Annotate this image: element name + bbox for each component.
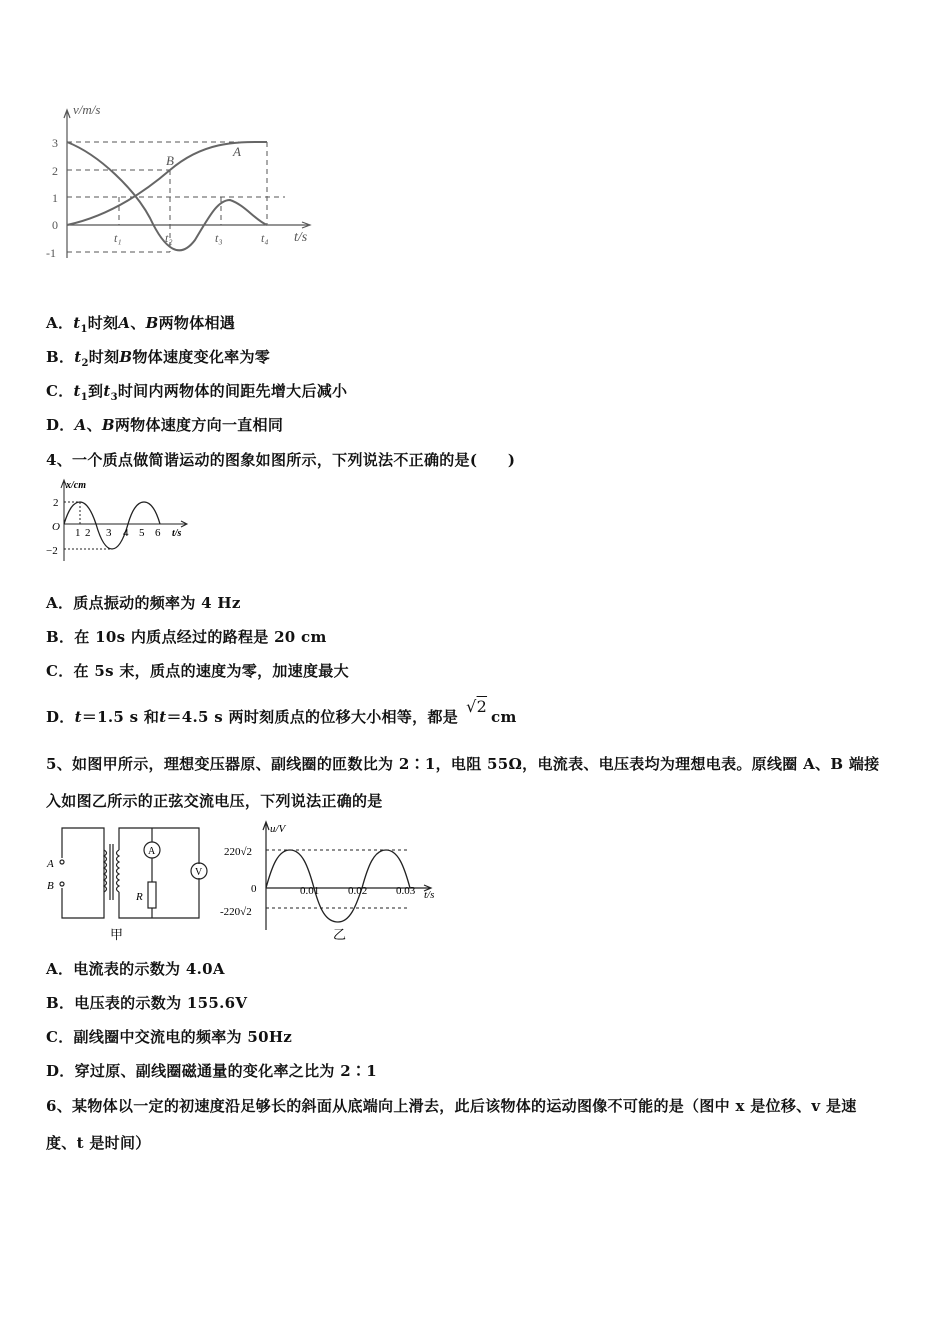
vt-label-b: B: [166, 153, 174, 168]
vt-ytick-1: 1: [52, 191, 58, 205]
vt-ylabel: v/m/s: [73, 102, 101, 117]
shm-graph: [44, 476, 204, 566]
q4-option-b[interactable]: B．在 10s 内质点经过的路程是 20 cm: [46, 628, 327, 646]
q4-stem: 4、一个质点做简谐运动的图象如图所示，下列说法不正确的是( ): [46, 451, 516, 469]
q4-option-a[interactable]: A．质点振动的频率为 4 Hz: [46, 594, 241, 612]
vt-ytick-2: 2: [52, 164, 58, 178]
ac-xtick-003: 0.03: [396, 885, 416, 897]
q3-option-a[interactable]: A．$t_1$时刻A、B两物体相遇: [46, 314, 236, 335]
q3-option-b[interactable]: B．$t_2$时刻B物体速度变化率为零: [46, 348, 271, 369]
vt-ytick-0: 0: [52, 218, 58, 232]
vt-label-a: A: [233, 144, 241, 159]
shm-ylabel: x/cm: [66, 480, 86, 491]
q6-stem-line2: 度、t 是时间）: [46, 1134, 151, 1152]
ac-origin: 0: [251, 883, 257, 895]
vt-xtick-t1: t₁: [114, 231, 122, 245]
q5-option-d[interactable]: D．穿过原、副线圈磁通量的变化率之比为 2∶1: [46, 1062, 378, 1080]
vt-graph: [40, 100, 330, 270]
shm-xtick-1: 1: [75, 527, 81, 539]
q5-option-a[interactable]: A．电流表的示数为 4.0A: [46, 960, 225, 978]
vt-xtick-t2: t₂: [165, 231, 173, 245]
q5-stem-line1: 5、如图甲所示，理想变压器原、副线圈的匝数比为 2∶1，电阻 55Ω，电流表、电压表均为理想电表。原线圈 A、B 端接: [46, 755, 880, 773]
circuit-caption: 甲: [110, 927, 124, 942]
ac-top: 220√2: [224, 846, 253, 858]
shm-wave: [64, 502, 160, 549]
shm-xtick-2: 2: [85, 527, 91, 539]
shm-origin: O: [52, 521, 60, 533]
q5-stem-line2: 入如图乙所示的正弦交流电压，下列说法正确的是: [46, 792, 383, 810]
ac-caption: 乙: [333, 927, 347, 942]
sqrt-2: √2: [466, 697, 488, 716]
q6-stem-line1: 6、某物体以一定的初速度沿足够长的斜面从底端向上滑去，此后该物体的运动图像不可能的是（图中 x 是位移、v 是速: [46, 1097, 857, 1115]
resistor-icon: [148, 882, 156, 908]
ac-xtick-002: 0.02: [348, 885, 368, 897]
ac-ylabel: u/V: [270, 823, 286, 835]
vt-ytick-3: 3: [52, 136, 58, 150]
transformer-circuit: [44, 822, 216, 944]
shm-xtick-6: 6: [155, 527, 161, 539]
shm-ybot: −2: [46, 545, 58, 557]
q5-option-b[interactable]: B．电压表的示数为 155.6V: [46, 994, 248, 1012]
terminal-b: B: [47, 880, 54, 892]
ac-voltage-graph: [220, 820, 448, 944]
shm-xlabel: t/s: [172, 528, 182, 539]
shm-ytop: 2: [53, 497, 59, 509]
ammeter-label: A: [148, 846, 156, 857]
q4-option-d[interactable]: D．t＝1.5 s 和t＝4.5 s 两时刻质点的位移大小相等，都是√2cm: [46, 697, 517, 726]
shm-xtick-4: 4: [123, 527, 129, 539]
terminal-a: A: [47, 858, 54, 870]
shm-xtick-5: 5: [139, 527, 145, 539]
ac-xlabel: t/s: [424, 889, 435, 901]
q3-option-d[interactable]: D．A、B两物体速度方向一直相同: [46, 416, 284, 434]
ac-bottom: -220√2: [220, 906, 252, 918]
resistor-label: R: [136, 891, 143, 903]
vt-xtick-t3: t₃: [215, 231, 223, 245]
voltmeter-label: V: [195, 867, 203, 878]
q4-option-c[interactable]: C．在 5s 末，质点的速度为零，加速度最大: [46, 662, 349, 680]
shm-xtick-3: 3: [106, 527, 112, 539]
vt-xlabel: t/s: [294, 230, 308, 245]
vt-ytick-neg1: -1: [46, 246, 56, 260]
vt-xtick-t4: t₄: [261, 231, 269, 245]
q5-option-c[interactable]: C．副线圈中交流电的频率为 50Hz: [46, 1028, 293, 1046]
q3-option-c[interactable]: C．$t_1$到$t_3$时间内两物体的间距先增大后减小: [46, 382, 348, 403]
ac-xtick-001: 0.01: [300, 885, 320, 897]
ac-sine-wave: [266, 850, 410, 922]
